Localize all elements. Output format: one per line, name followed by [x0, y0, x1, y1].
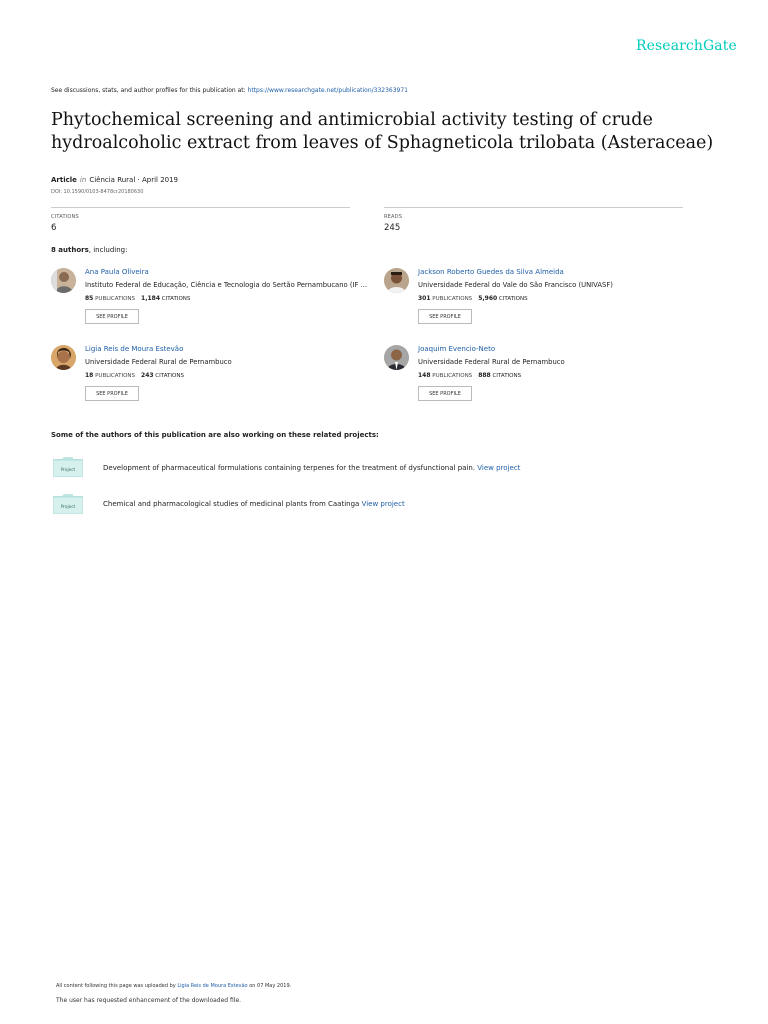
see-profile-button[interactable]: SEE PROFILE — [85, 386, 139, 401]
project-icon — [53, 457, 83, 477]
see-profile-button[interactable]: SEE PROFILE — [418, 309, 472, 324]
citations-label: CITATIONS — [492, 373, 522, 379]
project-icon — [53, 494, 83, 514]
citations-label: CITATIONS — [498, 296, 528, 302]
see-profile-button[interactable]: SEE PROFILE — [85, 309, 139, 324]
reads-divider — [384, 207, 683, 208]
publications-label: PUBLICATIONS — [95, 373, 136, 379]
citations-divider — [51, 207, 350, 208]
upload-note — [56, 983, 291, 989]
related-projects-heading: Some of the authors of this publication are also working on these related projects: — [51, 431, 379, 439]
author-name-link[interactable]: Joaquim Evencio-Neto — [418, 345, 496, 353]
upload-prefix: All content following this page was uploaded by — [56, 983, 178, 989]
journal-date: Ciência Rural · April 2019 — [89, 176, 179, 184]
author-name-link[interactable]: Ligia Reis de Moura Estevão — [85, 345, 184, 353]
project-icon-label: Project — [60, 467, 76, 472]
reads-label: READS — [384, 214, 403, 220]
author-stats — [85, 372, 184, 379]
author-institution: Universidade Federal Rural de Pernambuco — [418, 358, 565, 366]
citations-count: 243 — [141, 372, 154, 379]
publication-url-link[interactable]: https://www.researchgate.net/publication/332363971 — [247, 87, 408, 94]
in-label: in — [79, 176, 87, 184]
authors-count: 8 authors — [51, 246, 89, 254]
author-name-link[interactable]: Ana Paula Oliveira — [85, 268, 149, 276]
citations-label: CITATIONS — [51, 214, 79, 220]
author-stats — [418, 295, 528, 302]
project-icon-label: Project — [60, 504, 76, 509]
avatar[interactable] — [384, 268, 409, 293]
authors-heading — [51, 246, 127, 254]
citations-label: CITATIONS — [161, 296, 191, 302]
upload-suffix: on 07 May 2019. — [247, 983, 292, 989]
uploader-link[interactable]: Ligia Reis de Moura Estevão — [177, 983, 248, 989]
project-title: Development of pharmaceutical formulations containing terpenes for the treatment of dysfunctional pain. — [103, 464, 478, 472]
project-item — [103, 500, 405, 508]
view-project-link[interactable]: View project — [361, 500, 405, 508]
publications-label: PUBLICATIONS — [95, 296, 136, 302]
publications-count: 148 — [418, 372, 431, 379]
project-title: Chemical and pharmacological studies of medicinal plants from Caatinga — [103, 500, 362, 508]
discussion-line — [51, 87, 408, 94]
citations-count: 1,184 — [141, 295, 160, 302]
enhancement-note: The user has requested enhancement of the downloaded file. — [56, 997, 242, 1004]
citations-count: 888 — [478, 372, 491, 379]
discussion-prefix: See discussions, stats, and author profiles for this publication at: — [51, 87, 248, 94]
author-name-link[interactable]: Jackson Roberto Guedes da Silva Almeida — [418, 268, 564, 276]
doi: DOI: 10.1590/0103-8478cr20180630 — [51, 189, 144, 195]
publications-count: 85 — [85, 295, 94, 302]
project-item — [103, 464, 520, 472]
citations-label: CITATIONS — [155, 373, 184, 379]
avatar[interactable] — [51, 268, 76, 293]
researchgate-logo[interactable]: ResearchGate — [636, 38, 737, 54]
citations-value: 6 — [51, 223, 57, 233]
author-institution: Universidade Federal Rural de Pernambuco — [85, 358, 232, 366]
see-profile-button[interactable]: SEE PROFILE — [418, 386, 472, 401]
author-stats — [418, 372, 521, 379]
article-type: Article — [51, 176, 77, 184]
avatar[interactable] — [51, 345, 76, 370]
publications-label: PUBLICATIONS — [432, 373, 473, 379]
author-institution: Instituto Federal de Educação, Ciência e Tecnologia do Sertão Pernambucano (IF ... — [85, 281, 368, 289]
publications-count: 301 — [418, 295, 431, 302]
article-meta — [51, 176, 178, 184]
reads-value: 245 — [384, 223, 401, 233]
author-stats — [85, 295, 190, 302]
authors-heading-suffix: , including: — [88, 246, 128, 254]
publications-label: PUBLICATIONS — [432, 296, 473, 302]
publications-count: 18 — [85, 372, 94, 379]
avatar[interactable] — [384, 345, 409, 370]
citations-count: 5,960 — [478, 295, 498, 302]
view-project-link[interactable]: View project — [477, 464, 521, 472]
author-institution: Universidade Federal do Vale do São Francisco (UNIVASF) — [418, 281, 613, 289]
paper-title: Phytochemical screening and antimicrobial activity testing of crude hydroalcoholic extract from leaves of Sphagneticola trilobata (Asteraceae) — [51, 110, 714, 153]
